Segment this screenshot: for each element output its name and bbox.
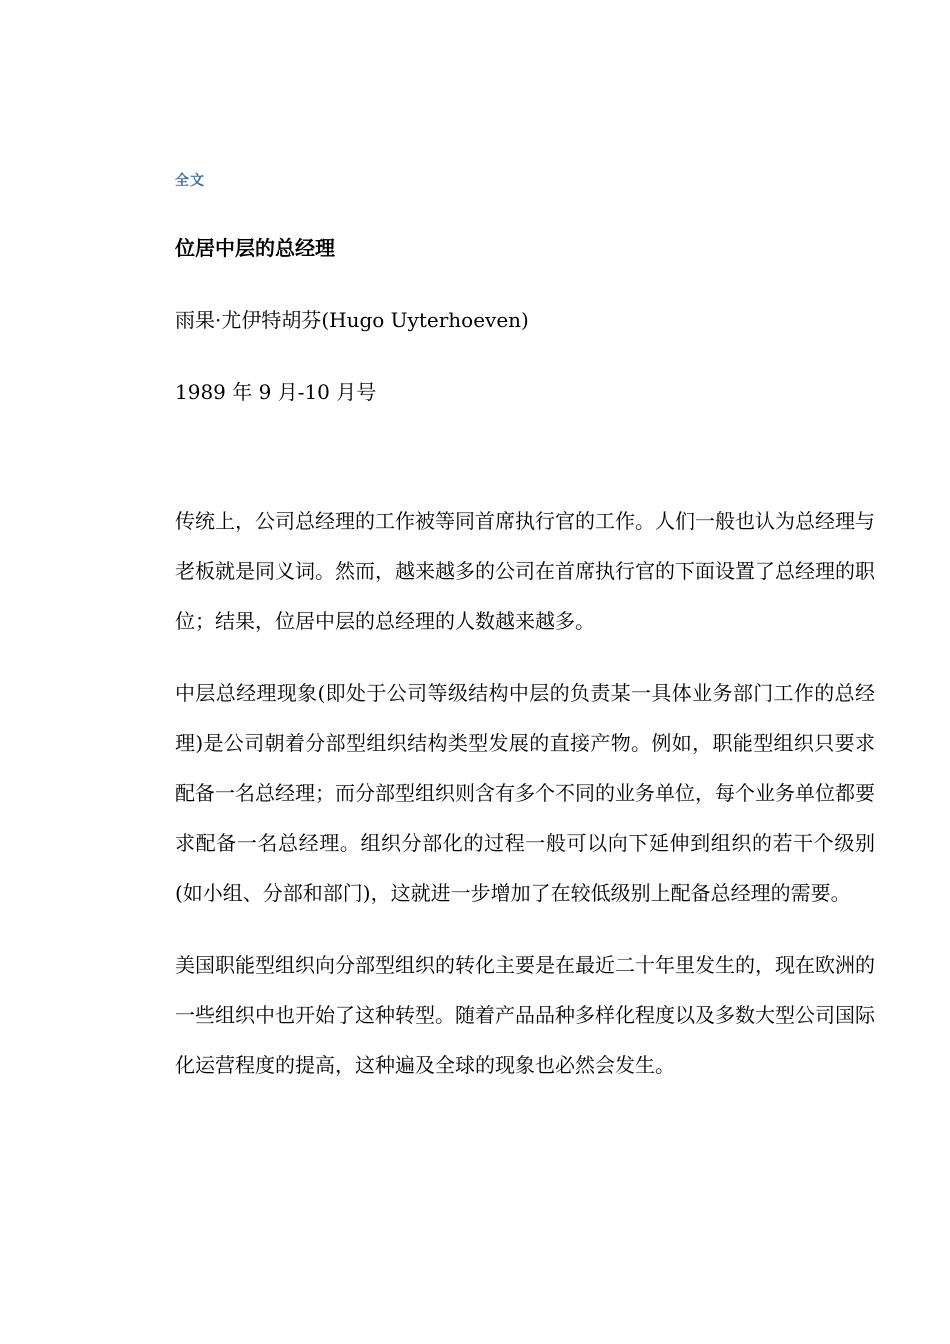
paragraph-2: 中层总经理现象(即处于公司等级结构中层的负责某一具体业务部门工作的总经理)是公司朝着分部型组织结构类型发展的直接产物。例如，职能型组织只要求配备一名总经理；而分部型组织则含有多个不同的业务单位，每个业务单位都要求配备一名总经理。组织分部化的过程一般可以向下延伸到组织的若干个级别(如小组、分部和部门)，这就进一步增加了在较低级别上配备总经理的需要。	[175, 681, 875, 905]
article-body	[175, 496, 875, 1112]
article-date: 1989 年 9 月-10 月号	[175, 380, 377, 404]
article-author: 雨果·尤伊特胡芬(Hugo Uyterhoeven)	[175, 308, 529, 332]
paragraph-3: 美国职能型组织向分部型组织的转化主要是在最近二十年里发生的，现在欧洲的一些组织中也开始了这种转型。随着产品品种多样化程度以及多数大型公司国际化运营程度的提高，这种遍及全球的现象也必然会发生。	[175, 953, 875, 1077]
article-title: 位居中层的总经理	[175, 236, 335, 260]
full-text-label[interactable]: 全文	[175, 173, 205, 189]
paragraph-1: 传统上，公司总经理的工作被等同首席执行官的工作。人们一般也认为总经理与老板就是同义词。然而，越来越多的公司在首席执行官的下面设置了总经理的职位；结果，位居中层的总经理的人数越来越多。	[175, 509, 875, 633]
